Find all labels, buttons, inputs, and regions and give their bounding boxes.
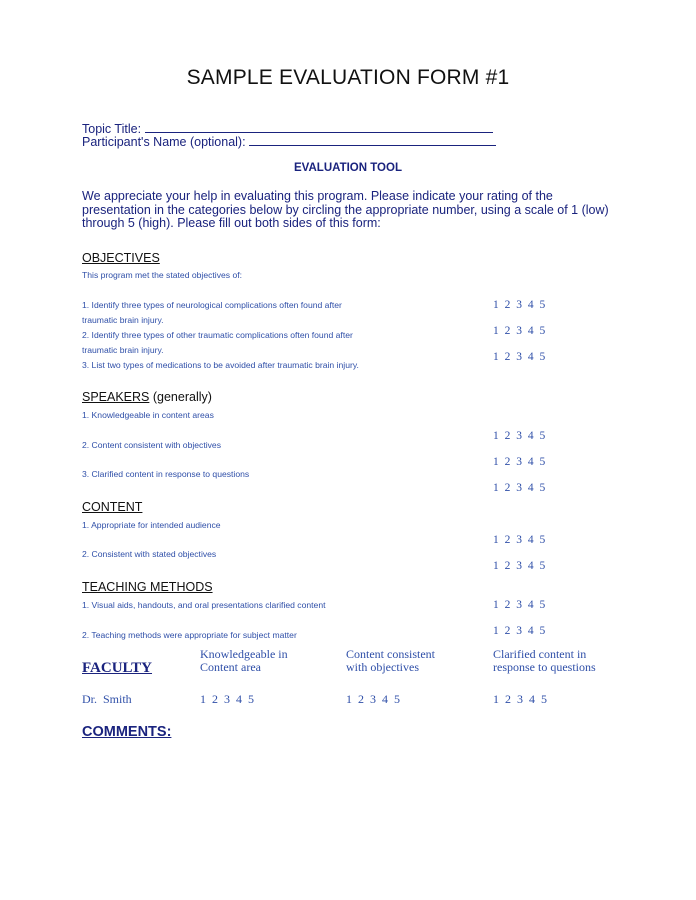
teaching-item-2: 2. Teaching methods were appropriate for subject matter <box>82 630 297 640</box>
evaluation-tool-heading: EVALUATION TOOL <box>294 162 402 174</box>
intro-paragraph: We appreciate your help in evaluating this program. Please indicate your rating of the presentation in the categories below by circling the appropriate number, using a scale of 1 (low) through 5 (high). Please fill out both sides of this form: <box>82 189 609 230</box>
speaker-item-1: 1. Knowledgeable in content areas <box>82 410 214 420</box>
teaching-item-1-rating[interactable]: 1 2 3 4 5 <box>493 599 546 611</box>
objective-item-2-line2: traumatic brain injury. <box>82 345 164 355</box>
content-item-2: 2. Consistent with stated objectives <box>82 549 217 559</box>
objective-item-1-rating[interactable]: 1 2 3 4 5 <box>493 299 546 311</box>
teaching-item-2-rating[interactable]: 1 2 3 4 5 <box>493 625 546 637</box>
content-item-1-rating[interactable]: 1 2 3 4 5 <box>493 534 546 546</box>
objective-item-2-rating[interactable]: 1 2 3 4 5 <box>493 325 546 337</box>
objective-item-3: 3. List two types of medications to be avoided after traumatic brain injury. <box>82 360 359 370</box>
objective-item-1-line1: 1. Identify three types of neurological complications often found after <box>82 300 342 310</box>
objective-item-3-rating[interactable]: 1 2 3 4 5 <box>493 351 546 363</box>
objectives-heading: OBJECTIVES <box>82 251 160 265</box>
faculty-rating-knowledgeable[interactable]: 1 2 3 4 5 <box>200 692 254 706</box>
faculty-column-2: Content consistent with objectives <box>346 647 435 674</box>
speaker-item-1-rating[interactable]: 1 2 3 4 5 <box>493 430 546 442</box>
content-heading: CONTENT <box>82 500 143 514</box>
page-title: SAMPLE EVALUATION FORM #1 <box>186 66 510 89</box>
objectives-lead: This program met the stated objectives of: <box>82 270 243 280</box>
content-item-1: 1. Appropriate for intended audience <box>82 520 221 530</box>
speaker-item-3-rating[interactable]: 1 2 3 4 5 <box>493 482 546 494</box>
topic-title-input[interactable] <box>145 120 493 133</box>
faculty-heading: FACULTY <box>82 660 153 676</box>
faculty-column-3: Clarified content in response to questions <box>493 647 596 674</box>
comments-heading: COMMENTS: <box>82 724 172 740</box>
participant-name-label: Participant's Name (optional): <box>82 135 246 149</box>
faculty-rating-consistent[interactable]: 1 2 3 4 5 <box>346 692 400 706</box>
objective-item-2-line1: 2. Identify three types of other traumatic complications often found after <box>82 330 353 340</box>
speaker-item-3: 3. Clarified content in response to questions <box>82 469 250 479</box>
faculty-row-name: Dr. Smith <box>82 692 132 706</box>
topic-title-label: Topic Title: <box>82 122 142 136</box>
teaching-item-1: 1. Visual aids, handouts, and oral presentations clarified content <box>82 600 326 610</box>
participant-name-input[interactable] <box>249 133 496 146</box>
faculty-column-1: Knowledgeable in Content area <box>200 647 288 674</box>
speaker-item-2-rating[interactable]: 1 2 3 4 5 <box>493 456 546 468</box>
speaker-item-2: 2. Content consistent with objectives <box>82 440 222 450</box>
objective-item-1-line2: traumatic brain injury. <box>82 315 164 325</box>
participant-name-field <box>82 133 496 149</box>
speakers-heading: SPEAKERS (generally) <box>82 390 212 404</box>
teaching-methods-heading: TEACHING METHODS <box>82 580 213 594</box>
content-item-2-rating[interactable]: 1 2 3 4 5 <box>493 560 546 572</box>
faculty-rating-clarified[interactable]: 1 2 3 4 5 <box>493 692 547 706</box>
